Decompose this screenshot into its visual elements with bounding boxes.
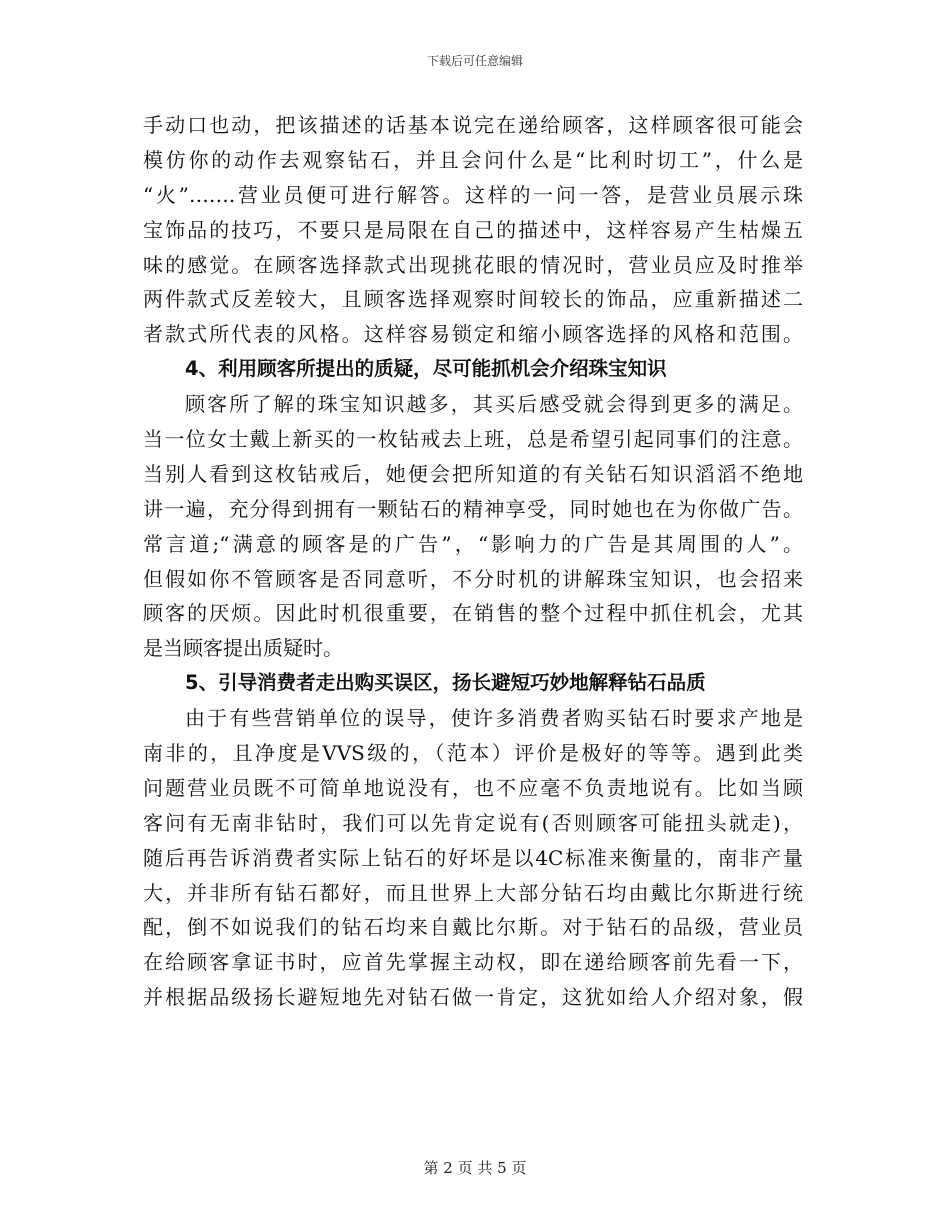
body-line: 者款式所代表的风格。这样容易锁定和缩小顾客选择的风格和范围。: [143, 322, 803, 347]
paragraph-last-line: 是当顾客提出质疑时。: [143, 636, 343, 661]
section-heading: 4、利用顾客所提出的质疑，尽可能抓机会介绍珠宝知识: [185, 357, 667, 381]
body-line: 味的感觉。在顾客选择款式出现挑花眼的情况时，营业员应及时推举: [143, 252, 803, 277]
body-line: 配，倒不如说我们的钻石均来自戴比尔斯。对于钻石的品级，营业员: [143, 915, 803, 940]
body-line: 顾客的厌烦。因此时机很重要，在销售的整个过程中抓住机会，尤其: [143, 601, 803, 626]
document-body: [143, 108, 803, 1015]
body-line: 大，并非所有钻石都好，而且世界上大部分钻石均由戴比尔斯进行统: [143, 880, 803, 905]
body-line: 当别人看到这枚钻戒后，她便会把所知道的有关钻石知识滔滔不绝地: [143, 461, 803, 486]
body-line: 宝饰品的技巧，不要只是局限在自己的描述中，这样容易产生枯燥五: [143, 217, 803, 242]
body-line: 并根据品级扬长避短地先对钻石做一肯定，这犹如给人介绍对象，假: [143, 985, 803, 1010]
body-line: 两件款式反差较大，且顾客选择观察时间较长的饰品，应重新描述二: [143, 287, 803, 312]
body-line: 手动口也动，把该描述的话基本说完在递给顾客，这样顾客很可能会: [143, 113, 803, 137]
body-line: 当一位女士戴上新买的一枚钻戒去上班，总是希望引起同事们的注意。: [143, 427, 803, 452]
body-line: 模仿你的动作去观察钻石，并且会问什么是“比利时切工”，什么是: [143, 147, 803, 172]
body-line: 在给顾客拿证书时，应首先掌握主动权，即在递给顾客前先看一下，: [143, 950, 803, 975]
body-line: 随后再告诉消费者实际上钻石的好坏是以4C标准来衡量的，南非产量: [143, 845, 803, 870]
body-line: “火”…….营业员便可进行解答。这样的一问一答，是营业员展示珠: [143, 182, 803, 207]
body-line: 常言道;“满意的顾客是的广告”，“影响力的广告是其周围的人”。: [143, 531, 803, 556]
body-line: 但假如你不管顾客是否同意听，不分时机的讲解珠宝知识，也会招来: [143, 566, 803, 591]
paragraph-first-line: 顾客所了解的珠宝知识越多，其买后感受就会得到更多的满足。: [185, 392, 803, 417]
body-line: 南非的，且净度是VVS级的，（范本）评价是极好的等等。遇到此类: [143, 741, 803, 766]
body-line: 客问有无南非钻时，我们可以先肯定说有(否则顾客可能扭头就走)，: [143, 810, 803, 835]
page-header: 下载后可任意编辑: [426, 54, 523, 68]
section-heading: 5、引导消费者走出购买误区，扬长避短巧妙地解释钻石品质: [185, 671, 706, 695]
page-footer: 第 2 页 共 5 页: [423, 1159, 527, 1177]
body-line: 问题营业员既不可简单地说没有，也不应毫不负责地说有。比如当顾: [143, 775, 803, 800]
paragraph-first-line: 由于有些营销单位的误导，使许多消费者购买钻石时要求产地是: [185, 706, 803, 731]
body-line: 讲一遍，充分得到拥有一颗钻石的精神享受，同时她也在为你做广告。: [143, 496, 803, 521]
